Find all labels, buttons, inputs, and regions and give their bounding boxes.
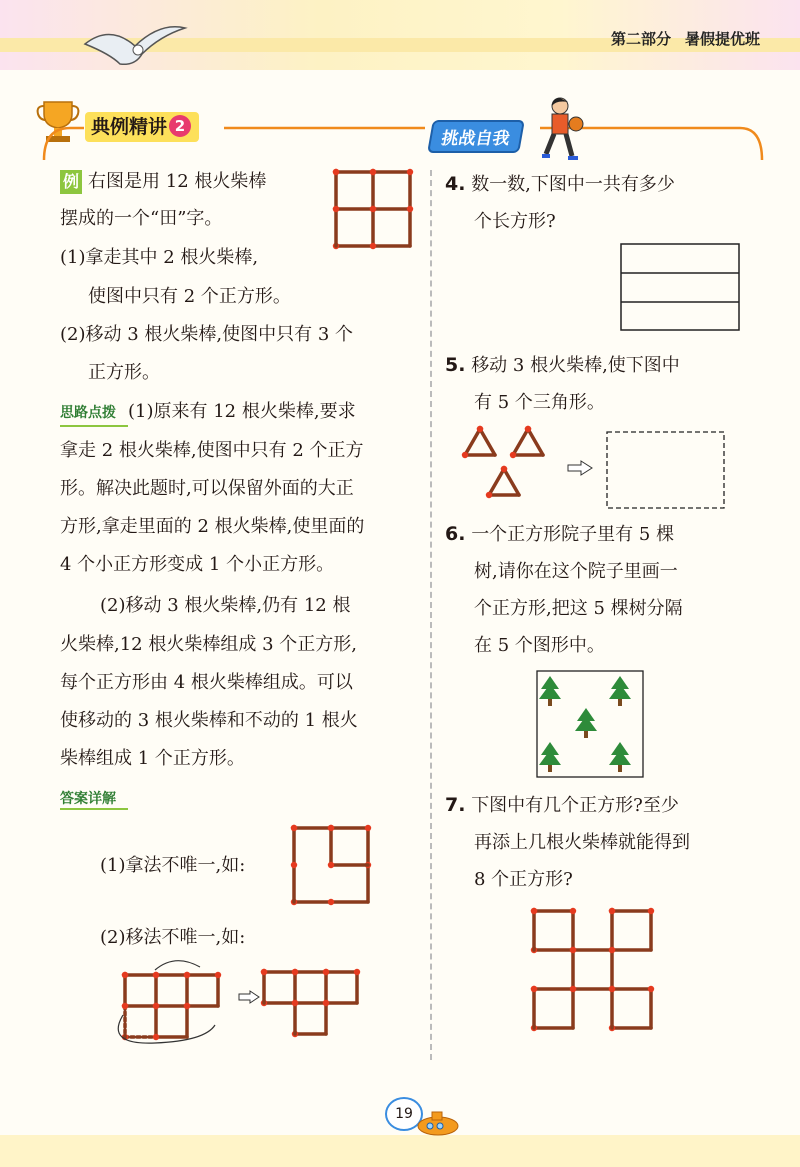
submarine-icon [416, 1110, 460, 1136]
analysis-line-6: (2)移动 3 根火柴棒,仍有 12 根 [100, 595, 351, 616]
challenge-badge: 挑战自我 [427, 120, 525, 153]
matchstick [528, 429, 543, 455]
match-head [184, 972, 190, 978]
match-head [407, 206, 413, 212]
tree-icon [609, 676, 631, 706]
tree-icon [539, 676, 561, 706]
tian-matchstick-figure [330, 168, 420, 252]
analysis-text-1: (1)原来有 12 根火柴棒,要求 [128, 401, 356, 422]
match-head [333, 206, 339, 212]
match-head [323, 969, 329, 975]
analysis-line-8: 每个正方形由 4 根火柴棒组成。可以 [60, 672, 353, 693]
question-4-line-2: 个长方形? [474, 211, 556, 232]
example-line-3: (1)拿走其中 2 根火柴棒, [60, 247, 259, 268]
answer-line-2: (2)移法不唯一,如: [100, 927, 246, 948]
match-head [370, 206, 376, 212]
move-arrow [118, 961, 215, 1043]
matchstick [480, 429, 495, 455]
analysis-line-2: 拿走 2 根火柴棒,使图中只有 2 个正方 [60, 440, 364, 461]
analysis-line-5: 4 个小正方形变成 1 个小正方形。 [60, 554, 335, 575]
question-4-line-1 [445, 172, 675, 197]
match-head [215, 972, 221, 978]
page-number: 19 [385, 1097, 423, 1131]
match-head [153, 972, 159, 978]
match-head [570, 908, 576, 914]
basketball-boy-icon [538, 96, 586, 162]
column-divider [430, 170, 432, 1060]
question-4-text-1: 数一数,下图中一共有多少 [471, 174, 675, 195]
tree-icon [539, 742, 561, 772]
answer-2-before-figure [115, 955, 225, 1055]
match-head [122, 1003, 128, 1009]
answer-1-figure [288, 822, 378, 906]
header-book: 暑假提优班 [684, 30, 760, 48]
example-line-1 [60, 170, 266, 194]
example-badge: 例 [60, 170, 82, 194]
question-5-line-2: 有 5 个三角形。 [474, 392, 605, 413]
match-head [153, 1003, 159, 1009]
question-5-text-1: 移动 3 根火柴棒,使下图中 [471, 355, 680, 376]
analysis-line-7: 火柴棒,12 根火柴棒组成 3 个正方形, [60, 634, 357, 655]
header-part: 第二部分 [610, 30, 671, 48]
question-7-line-2: 再添上几根火柴棒就能得到 [474, 832, 690, 853]
question-4-number: 4. [445, 173, 466, 195]
question-7-text-1: 下图中有几个正方形?至少 [471, 795, 679, 816]
match-head [323, 1000, 329, 1006]
section-number: 2 [169, 115, 191, 137]
match-head [477, 426, 483, 432]
match-head [648, 986, 654, 992]
matchstick [504, 469, 519, 495]
match-head [609, 908, 615, 914]
question-6-text-1: 一个正方形院子里有 5 棵 [471, 524, 675, 545]
match-head [510, 452, 516, 458]
yard-trees-figure [536, 670, 644, 778]
analysis-line-3: 形。解决此题时,可以保留外面的大正 [60, 478, 354, 499]
example-line-4: 使图中只有 2 个正方形。 [88, 286, 291, 307]
match-head [407, 169, 413, 175]
match-head [333, 169, 339, 175]
match-head [184, 1003, 190, 1009]
match-head [531, 908, 537, 914]
match-head [531, 986, 537, 992]
tree-icon [609, 742, 631, 772]
matchstick [489, 469, 504, 495]
match-head [291, 862, 297, 868]
question-5-number: 5. [445, 354, 466, 376]
match-head [365, 825, 371, 831]
matchstick [465, 429, 480, 455]
match-head [291, 825, 297, 831]
answer-line-1: (1)拿法不唯一,如: [100, 855, 246, 876]
match-head [648, 908, 654, 914]
example-line-5: (2)移动 3 根火柴棒,使图中只有 3 个 [60, 324, 354, 345]
match-head [122, 972, 128, 978]
question-7-matchstick-figure [528, 905, 658, 1030]
section-title-text: 典例精讲 [91, 116, 168, 138]
question-6-line-2: 树,请你在这个院子里画一 [474, 561, 678, 582]
tree-icon [575, 708, 597, 738]
example-line-6: 正方形。 [88, 362, 160, 383]
footer-band [0, 1135, 800, 1167]
match-head [570, 986, 576, 992]
match-head [462, 452, 468, 458]
match-head [153, 1034, 159, 1040]
match-head [609, 947, 615, 953]
answer-tag-wrap [60, 788, 128, 810]
question-7-line-1 [445, 793, 679, 818]
match-head [328, 862, 334, 868]
match-head [525, 426, 531, 432]
match-head [609, 986, 615, 992]
answer-box [606, 431, 726, 511]
match-head [292, 1000, 298, 1006]
example-line-2: 摆成的一个“田”字。 [60, 208, 223, 229]
match-head [370, 243, 376, 249]
question-6-line-4: 在 5 个图形中。 [474, 635, 605, 656]
analysis-tag: 思路点拨 [60, 401, 128, 427]
analysis-line-1 [60, 400, 356, 427]
answer-tag: 答案详解 [60, 788, 128, 810]
match-head [292, 969, 298, 975]
question-5-line-1 [445, 353, 680, 378]
arrow-icon [567, 460, 593, 476]
question-7-number: 7. [445, 794, 466, 816]
match-head [486, 492, 492, 498]
answer-2-after-figure [260, 968, 360, 1038]
rectangles-figure [620, 243, 742, 333]
example-text-1: 右图是用 12 根火柴棒 [88, 171, 267, 192]
analysis-line-4: 方形,拿走里面的 2 根火柴棒,使里面的 [60, 516, 365, 537]
question-6-number: 6. [445, 523, 466, 545]
match-head [328, 899, 334, 905]
match-head [261, 969, 267, 975]
arrow-icon [238, 990, 260, 1004]
match-head [370, 169, 376, 175]
match-head [501, 466, 507, 472]
question-7-line-3: 8 个正方形? [474, 869, 573, 890]
analysis-line-10: 柴棒组成 1 个正方形。 [60, 748, 245, 769]
match-head [570, 947, 576, 953]
question-6-line-3: 个正方形,把这 5 棵树分隔 [474, 598, 683, 619]
match-head [328, 825, 334, 831]
section-rule [0, 0, 800, 170]
matchstick [513, 429, 528, 455]
match-head [354, 969, 360, 975]
analysis-line-9: 使移动的 3 根火柴棒和不动的 1 根火 [60, 710, 358, 731]
triangles-matchstick-figure [455, 425, 555, 505]
question-6-line-1 [445, 522, 674, 547]
